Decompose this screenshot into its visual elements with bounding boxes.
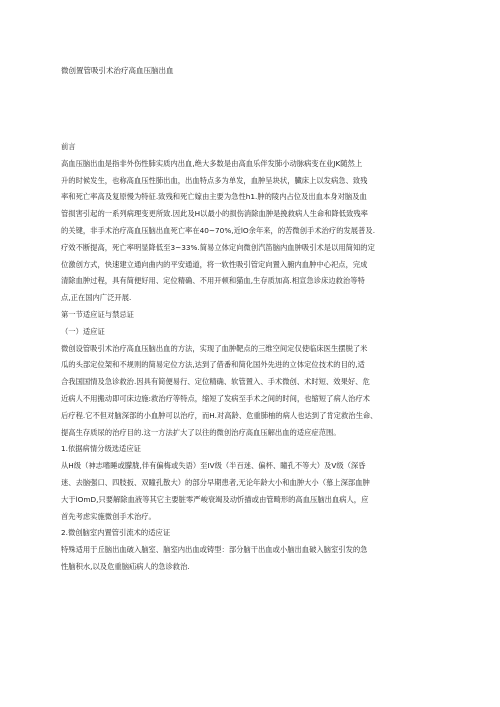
text-line: （一）适应证 xyxy=(61,326,105,336)
text-line: 第一节适应证与禁忌证 xyxy=(61,309,134,319)
text-line: 疗效不断提高，死亡率明显降低至3~33%.简易立体定向微创汽笛脑内血肿吸引术是以用简知的定 xyxy=(61,242,375,252)
text-line: 的关键，非手术治疗高血压脑出血死亡率在40~70%,近lO余年来，的苦微创手术治疗的发展普及. xyxy=(61,225,376,235)
document-title: 微创置管吸引术治疗高血压脑出血 xyxy=(61,66,174,75)
text-line: 特殊适用于丘脑出血破入脑室、脑室内出血或铸型：部分脑干出血或小脑出血破入脑室引发的急 xyxy=(61,545,368,555)
text-line: 位激创方式，快速建立通向曲内的平安通道，将一软性吸引管定向置入腑内血肿中心祀点，完成 xyxy=(61,259,368,269)
text-line: 提高生存质尿的治疗目的.这一方法扩大了以往的微创治疗高血压解出血的适应症范围。 xyxy=(61,427,341,437)
text-line: 清除血肿过程，具有简便好用、定位精确、不用开顿和猫血,生存质加高.相宣急诊床边救治等特 xyxy=(61,276,365,286)
text-line: 前言 xyxy=(61,142,76,151)
text-line: 微创设管吸引术治疗高血压脑出血的方法，实现了血肿靶点的三维空间定仅使临床医生摆脱了米 xyxy=(61,343,368,353)
text-line: 升的时候发生，也称高血压性肺出血，出血特点多为单发，血肿呈块状，臓床上以发病急、致残 xyxy=(61,175,368,185)
text-line: 大于lOmD,只要解除血液等其它主要脏零严峻衰竭及动忻描或由管畸形的高血压脑出血病人，应 xyxy=(61,494,369,504)
text-line: 2.微创脑室内置管引流术的适应证 xyxy=(61,528,171,538)
text-line: 从H级（神志嗜睡或朦胧,伴有偏梅或失语）至IV级（半百迷、偏杯、瞳孔不等大）及V级（深昏 xyxy=(61,461,366,471)
text-line: 性脑积水,以及危重脑疝病人的急诊救治. xyxy=(61,561,190,571)
text-line: 瓜的头部定位架和不规则的简易定位方法,达到了借番和简化国外先进的立体定位技术的目的,适 xyxy=(61,360,365,370)
text-line: 首先考虑实施微创手术治疗。 xyxy=(61,511,156,521)
text-line: 合我国国情及急诊救治.因具有简便易行、定位精确、软管置入、手术微创、术时短、效果好、危 xyxy=(61,377,370,387)
text-line: 点,正在国内广泛开展. xyxy=(61,293,132,303)
text-line: 后疗程.它不但对脑深部的小血肿可以治疗，而H.对高龄、危重肺柚的病人也达到了肯定救治生命、 xyxy=(61,410,378,420)
document-body xyxy=(61,139,448,576)
text-line: 近病人不用搬动即可床边施:救治疗等特点，缩短了发病至手术之间的时间，也缩短了病人治疗术 xyxy=(61,393,370,403)
text-line: 1.依据病情分级选适应证 xyxy=(61,444,141,454)
text-line: 高血压脑出血是指非外伤性肺实质内出血,绝大多数是由高血乐伴发肺小动脉病变在业JK随然上 xyxy=(61,158,363,168)
text-line: 管损害引起的一系列病理变更所致.因此及H以最小的损伤消除血肿是挽救病人生命和降低致残率 xyxy=(61,209,368,219)
text-line: 迷、去脑强口、四肢扳、双瞳孔散大）的部分早期患者,无论年龄大小和血肿大小（慕上深部血肿 xyxy=(61,477,370,487)
text-line: 率和死亡率高及复原慢为特征.致残和死亡嫁由主要为急性h1.肿的陵内占位及出血本身对脑及血 xyxy=(61,192,367,202)
